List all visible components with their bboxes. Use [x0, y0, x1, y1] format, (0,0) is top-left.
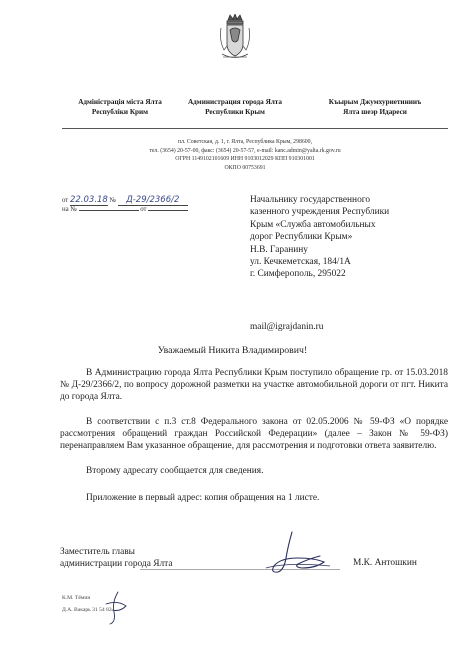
contact-block — [100, 138, 390, 172]
from2-label: от — [140, 206, 147, 213]
header-center-line1: Администрация города Ялта — [187, 98, 283, 106]
paragraph-3-text: Второму адресату сообщается для сведения. — [86, 466, 264, 476]
handwritten-signature — [258, 528, 338, 578]
registration-number: Д-29/2366/2 — [118, 196, 188, 206]
header-center-line2: Республики Крым — [205, 108, 265, 116]
second-recipient-email: mail@igrajdanin.ru — [250, 322, 324, 332]
number-label: № — [109, 197, 117, 204]
header-left-line1: Адміністрація міста Ялта — [78, 98, 162, 106]
paragraph-1-text: В Администрацию города Ялта Республики Крым поступило обращение гр. от 15.03.2018 № Д-29/2366/2, по вопросу дорожной разметки на участке автомобильной дороги от пгт. Никита до города Ялта. — [60, 368, 448, 403]
header-right-line2: Ялта шеэр Идареси — [343, 108, 407, 116]
contact-address: пл. Советская, д. 1, г. Ялта, Республика Крым, 298600, — [177, 139, 313, 145]
recipient-street: ул. Кечкеметская, 184/1А — [250, 257, 351, 268]
paragraph-2-text: В соответствии с п.3 ст.8 Федерального закона от 02.05.2006 № 59-ФЗ «О порядке рассмотрения обращений граждан Российской Федерации» (далее – Закон № 59-ФЗ) перенаправляем Вам указанное обращение, для рассмотрения и подготовки ответа заявителю. — [60, 417, 448, 452]
header-ukrainian — [60, 97, 180, 117]
recipient-name: Н.В. Гаранину — [250, 244, 308, 255]
from-label: от — [62, 197, 69, 204]
executor-1: К.М. Тёмин — [62, 595, 91, 601]
paragraph-3 — [60, 465, 448, 477]
recipient-line1: Начальнику государственного — [250, 195, 371, 205]
paragraph-1 — [60, 367, 448, 404]
header-right-line1: Къырым Джумхуриетининъ — [328, 98, 422, 106]
header-divider — [62, 128, 448, 129]
signatory-title — [60, 546, 173, 571]
recipient-line4: дорог Республики Крым» — [250, 232, 353, 243]
paragraph-4-text: Приложение в первый адрес: копия обращения на 1 листе. — [86, 493, 320, 503]
contact-phones: тел. (3654) 20-57-00, факс: (3654) 20-57-57, e-mail: kanc.admin@yalta.rk.gov.ru — [149, 147, 341, 154]
reference-date-blank — [148, 210, 188, 211]
reference-number-blank — [79, 210, 139, 211]
header-crimean-tatar — [300, 97, 450, 117]
header-left-line2: Республіки Крим — [91, 108, 149, 116]
header-russian — [176, 97, 294, 117]
coat-of-arms-emblem — [218, 14, 252, 64]
on-number-label: на № — [62, 206, 77, 213]
signatory-title-line1: Заместитель главы — [60, 547, 135, 557]
recipient-line2: казенного учреждения Республики — [250, 207, 390, 218]
paragraph-2 — [60, 416, 448, 453]
recipient-line3: Крым «Служба автомобильных — [250, 219, 376, 230]
signatory-title-line2: администрации города Ялта — [60, 559, 173, 570]
approval-initials — [96, 590, 136, 626]
recipient-block — [250, 194, 450, 281]
paragraph-4 — [60, 492, 448, 504]
greeting: Уважаемый Никита Владимирович! — [157, 345, 308, 356]
recipient-city: г. Симферополь, 295022 — [250, 269, 346, 280]
contact-okpo: ОКПО 00753691 — [224, 164, 266, 171]
registration-date: 22.03.18 — [69, 195, 108, 205]
reference-line — [62, 205, 188, 214]
executor-2: Д.А. Вакарь 31 54 82 — [62, 607, 112, 613]
contact-codes: ОГРН 1149102101609 ИНН 9103012029 КПП 910301001 — [175, 156, 315, 163]
signatory-name: М.К. Антошкин — [353, 558, 417, 568]
